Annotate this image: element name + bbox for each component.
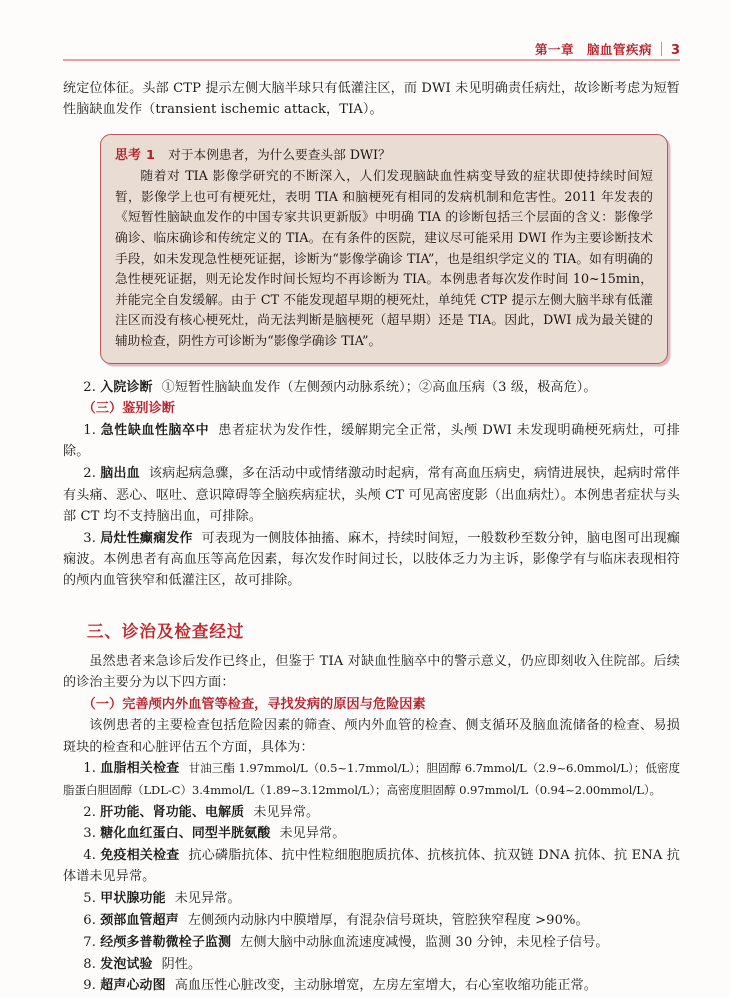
exam-item-3-number: 3. [83, 826, 96, 842]
exam-item-9 [63, 975, 680, 996]
exam-item-8-title: 发泡试验 [100, 956, 153, 972]
exam-item-9-title: 超声心动图 [100, 978, 166, 994]
think-box-question: 对于本例患者，为什么要查头部 DWI？ [168, 146, 391, 162]
exam-item-1 [63, 758, 680, 801]
exam-item-2-title: 肝功能、肾功能、电解质 [100, 804, 245, 820]
differential-item-1-title: 急性缺血性脑卒中 [100, 423, 210, 439]
exam-item-6 [63, 910, 680, 931]
exam-item-8-number: 8. [83, 956, 96, 972]
exam-item-9-text: 高血压性心脏改变，主动脉增宽，左房左室增大，右心室收缩功能正常。 [174, 978, 597, 994]
exam-item-4-number: 4. [83, 848, 96, 864]
exam-item-4 [63, 845, 680, 888]
exam-item-5-title: 甲状腺功能 [100, 891, 166, 907]
differential-item-2-title: 脑出血 [100, 466, 140, 482]
exam-item-7-text: 左侧大脑中动脉血流速度减慢，监测 30 分钟，未见栓子信号。 [240, 934, 609, 950]
exam-item-8 [63, 954, 680, 975]
think-box-answer: 随着对 TIA 影像学研究的不断深入，人们发现脑缺血性病变导致的症状即使持续时间短暂，影像学上也可有梗死灶，表明 TIA 和脑梗死有相同的发病机制和危害性。2011 年发表的《短暂性脑缺血发作的中国专家共识更新版》中明确 TIA 的诊断包括三个层面的含义：影像学确诊、临床确诊和传统定义的 TIA。在有条件的医院，建议尽可能采用 DWI 作为主要诊断技术手段，如未发现急性梗死证据，诊断为“影像学确诊 TIA”，也是组织学定义的 TIA。如有明确的急性梗死证据，则无论发作时间长短均不再诊断为 TIA。本例患者每次发作时间 10~15min，并能完全自发缓解。由于 CT 不能发现超早期的梗死灶，单纯凭 CTP 提示左侧大脑半球有低灌注区而没有核心梗死灶，尚无法判断是脑梗死（超早期）还是 TIA。因此，DWI 成为最关键的辅助检查，阴性方可诊断为“影像学确诊 TIA”。 [115, 168, 653, 348]
differential-item-1 [63, 420, 680, 463]
exam-item-2-text: 未见异常。 [253, 804, 320, 820]
admission-diagnosis-text: ①短暂性脑缺血发作（左侧颈内动脉系统）；②高血压病（3 级，极高危）。 [161, 379, 597, 395]
differential-item-2 [63, 463, 680, 527]
section-three-heading: 三、诊治及检查经过 [86, 621, 245, 641]
exam-item-2-number: 2. [83, 804, 96, 820]
exam-item-2 [63, 802, 680, 823]
think-box [100, 134, 668, 364]
differential-item-3-number: 3. [83, 530, 96, 546]
header-rule [63, 59, 680, 61]
think-box-wrapper [63, 134, 680, 364]
section-three-subheading: （一）完善颅内外血管等检查，寻找发病的原因与危险因素 [82, 696, 426, 712]
differential-heading: （三）鉴别诊断 [82, 401, 175, 417]
intro-paragraph: 统定位体征。头部 CTP 提示左侧大脑半球只有低灌注区，而 DWI 未见明确责任病灶，故诊断考虑为短暂性脑缺血发作（transient ischemic attack，TIA）。 [63, 81, 680, 118]
exam-item-5 [63, 888, 680, 909]
exam-item-4-text: 抗心磷脂抗体、抗中性粒细胞胞质抗体、抗核抗体、抗双链 DNA 抗体、抗 ENA 抗体谱未见异常。 [63, 848, 680, 885]
differential-item-2-text: 该病起病急骤，多在活动中或情绪激动时起病，常有高血压病史，病情进展快，起病时常伴有头痛、恶心、呕吐、意识障碍等全脑疾病症状，头颅 CT 可见高密度影（出血病灶）。本例患者症状与头部 CT 均不支持脑出血，可排除。 [63, 466, 680, 524]
exam-item-6-title: 颈部血管超声 [100, 913, 179, 929]
page-content [63, 78, 680, 997]
admission-diagnosis-number: 2. [83, 379, 96, 395]
differential-item-1-text: 患者症状为发作性，缓解期完全正常，头颅 DWI 未发现明确梗死病灶，可排除。 [63, 423, 680, 460]
exam-item-7-title: 经颅多普勒微栓子监测 [100, 934, 232, 950]
admission-diagnosis-item [63, 377, 680, 398]
exam-item-5-text: 未见异常。 [174, 891, 241, 907]
differential-item-1-number: 1. [83, 423, 96, 439]
exam-item-1-text: 甘油三酯 1.97mmol/L（0.5~1.7mmol/L）；胆固醇 6.7mmol/L（2.9~6.0mmol/L）；低密度脂蛋白胆固醇（LDL-C）3.4mmol/L（1.89~3.12mmol/L）；高密度胆固醇 0.97mmol/L（0.94~2.00mmol/L）。 [63, 761, 681, 797]
think-box-question-line [115, 145, 653, 167]
differential-item-3 [63, 528, 680, 592]
exam-item-5-number: 5. [83, 891, 96, 907]
header-divider [661, 42, 662, 56]
exam-item-1-number: 1. [83, 761, 96, 777]
header-chapter-title: 第一章 脑血管疾病 [534, 42, 652, 57]
exam-item-7-number: 7. [83, 934, 96, 950]
exam-item-6-text: 左侧颈内动脉内中膜增厚，有混杂信号斑块，管腔狭窄程度 >90%。 [187, 913, 589, 929]
exam-item-3-title: 糖化血红蛋白、同型半胱氨酸 [100, 826, 271, 842]
section-three-sub-intro: 该例患者的主要检查包括危险因素的筛查、颅内外血管的检查、侧支循环及脑血流储备的检查、易损斑块的检查和心脏评估五个方面，具体为： [63, 718, 680, 755]
exam-item-9-number: 9. [83, 978, 96, 994]
exam-item-1-title: 血脂相关检查 [100, 761, 180, 777]
differential-item-3-text: 可表现为一侧肢体抽搐、麻木，持续时间短，一般数秒至数分钟，脑电图可出现癫痫波。本例患者有高血压等高危因素，每次发作时间过长，以肢体乏力为主诉，影像学有与临床表现相符的颅内血管狭窄和低灌注区，故可排除。 [63, 530, 680, 589]
admission-diagnosis-title: 入院诊断 [100, 379, 153, 395]
exam-item-8-text: 阴性。 [161, 956, 202, 972]
exam-item-3-text: 未见异常。 [279, 826, 346, 842]
differential-item-2-number: 2. [83, 466, 96, 482]
exam-item-7 [63, 932, 680, 953]
exam-item-3 [63, 823, 680, 844]
section-three-intro: 虽然患者来急诊后发作已终止，但鉴于 TIA 对缺血性脑卒中的警示意义，仍应即刻收入住院部。后续的诊治主要分为以下四方面： [63, 653, 680, 690]
differential-item-3-title: 局灶性癫痫发作 [100, 530, 193, 546]
page-number: 3 [670, 43, 680, 58]
exam-item-4-title: 免疫相关检查 [100, 848, 180, 864]
exam-item-6-number: 6. [83, 913, 96, 929]
think-box-label: 思考 1 [115, 147, 156, 163]
